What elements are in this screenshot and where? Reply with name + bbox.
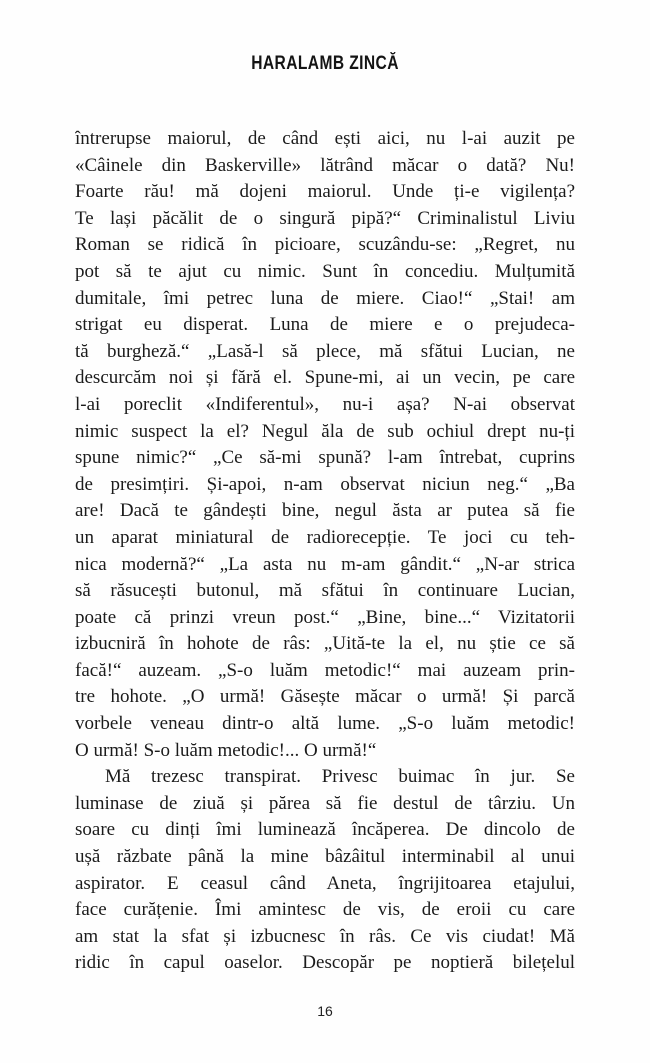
text-line-13: spune nimic?“ „Ce să-mi spună? l-am întrebat, cuprins — [75, 447, 575, 469]
author-name: HARALAMB ZINCĂ — [251, 53, 399, 74]
text-line-4: Te lași păcălit de o singură pipă?“ Criminalistul Liviu — [75, 207, 575, 229]
text-line-25: Mă trezesc transpirat. Privesc buimac în jur. Se — [105, 766, 575, 788]
text-line-15: are! Dacă te gândești bine, negul ăsta ar putea să fie — [75, 500, 575, 522]
text-line-18: să răsucești butonul, mă sfătui în continuare Lucian, — [75, 580, 575, 602]
text-line-19: poate că prinzi vreun post.“ „Bine, bine...“ Vizitatorii — [75, 606, 575, 628]
text-line-11: l-ai poreclit «Indiferentul», nu-i așa? N-ai observat — [75, 393, 575, 415]
text-line-29: aspirator. E ceasul când Aneta, îngrijitoarea etajului, — [75, 872, 575, 894]
page-number — [0, 1003, 650, 1019]
text-line-6: pot să te ajut cu nimic. Sunt în concediu. Mulțumită — [75, 260, 575, 282]
text-line-24: O urmă! S-o luăm metodic!... O urmă!“ — [75, 739, 377, 761]
text-line-32: ridic în capul oaselor. Descopăr pe noptieră bilețelul — [75, 952, 575, 974]
body-text — [75, 126, 575, 977]
text-line-3: Foarte rău! mă dojeni maiorul. Unde ți-e vigilența? — [75, 181, 575, 203]
text-line-20: izbucniră în hohote de râs: „Uită-te la el, nu știe ce să — [75, 633, 575, 655]
text-line-22: tre hohote. „O urmă! Găsește măcar o urmă! Și parcă — [75, 686, 575, 708]
text-line-8: strigat eu disperat. Luna de miere e o prejudeca- — [75, 314, 575, 336]
text-line-1: întrerupse maiorul, de când ești aici, nu l-ai auzit pe — [75, 128, 575, 149]
text-line-14: de presimțiri. Și-apoi, n-am observat niciun neg.“ „Ba — [75, 473, 575, 495]
text-line-10: descurcăm noi și fără el. Spune-mi, ai un vecin, pe care — [75, 367, 575, 389]
text-line-16: un aparat miniatural de radiorecepție. Te joci cu teh- — [75, 526, 575, 548]
running-header — [0, 53, 650, 75]
text-line-28: ușă răzbate până la mine bâzâitul interminabil al unui — [75, 846, 575, 868]
text-line-26: luminase de ziuă și părea să fie destul de târziu. Un — [75, 792, 575, 814]
text-line-21: facă!“ auzeam. „S-o luăm metodic!“ mai auzeam prin- — [75, 659, 575, 681]
text-line-30: face curățenie. Îmi amintesc de vis, de eroii cu care — [75, 899, 575, 921]
text-line-12: nimic suspect la el? Negul ăla de sub ochiul drept nu-ți — [75, 420, 575, 442]
text-line-27: soare cu dinți îmi luminează încăperea. De dincolo de — [75, 819, 575, 841]
text-line-17: nica modernă?“ „La asta nu m-am gândit.“ „N-ar strica — [75, 553, 575, 575]
text-line-31: am stat la sfat și izbucnesc în râs. Ce vis ciudat! Mă — [75, 925, 575, 947]
text-line-9: tă burgheză.“ „Lasă-l să plece, mă sfătui Lucian, ne — [75, 340, 575, 362]
text-line-2: «Câinele din Baskerville» lătrând măcar o dată? Nu! — [75, 154, 575, 176]
text-line-5: Roman se ridică în picioare, scuzându-se: „Regret, nu — [75, 234, 575, 256]
text-line-23: vorbele veneau dintr-o altă lume. „S-o luăm metodic! — [75, 713, 575, 735]
page-number-value: 16 — [317, 1003, 333, 1019]
text-line-7: dumitale, îmi petrec luna de miere. Ciao!“ „Stai! am — [75, 287, 575, 309]
